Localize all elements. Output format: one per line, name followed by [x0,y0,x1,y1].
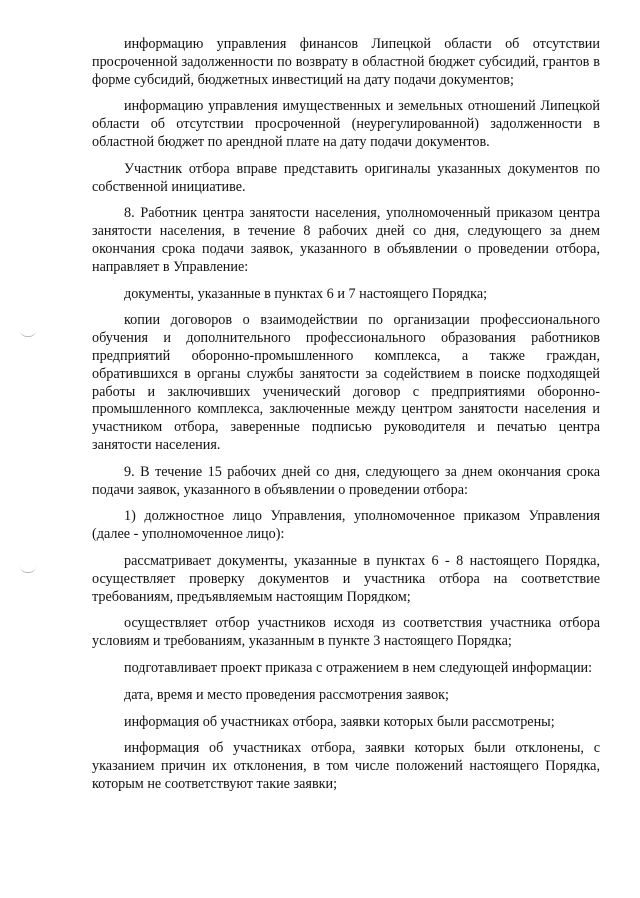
scan-mark [20,330,36,337]
paragraph-official: 1) должностное лицо Управления, уполномоченное приказом Управления (далее - уполномоченное лицо): [92,508,600,543]
paragraph-selection: осуществляет отбор участников исходя из соответствия участника отбора условиям и требованиям, указанным в пункте 3 настоящего Порядка; [92,615,600,650]
paragraph-debt-finance: информацию управления финансов Липецкой области об отсутствии просроченной задолженности по возврату в областной бюджет субсидий, грантов в форме субсидий, бюджетных инвестиций на дату подачи документов; [92,36,600,88]
paragraph-item-9: 9. В течение 15 рабочих дней со дня, следующего за днем окончания срока подачи заявок, указанного в объявлении о проведении отбора: [92,463,600,498]
paragraph-documents: документы, указанные в пунктах 6 и 7 настоящего Порядка; [124,285,488,302]
scan-mark [20,566,36,573]
paragraph-rejected: информация об участниках отбора, заявки которых были отклонены, с указанием причин их отклонения, в том числе положений настоящего Порядка, которым не соответствуют такие заявки; [92,740,600,792]
paragraph-reviewed: информация об участниках отбора, заявки которых были рассмотрены; [124,713,555,730]
paragraph-date-place: дата, время и место проведения рассмотрения заявок; [124,686,449,703]
paragraph-draft-order: подготавливает проект приказа с отражением в нем следующей информации: [124,659,593,676]
paragraph-item-8: 8. Работник центра занятости населения, уполномоченный приказом центра занятости населения, в течение 8 рабочих дней со дня, следующего за днем окончания срока подачи заявок, указанного в объявлении о проведении отбора, направляет в Управление: [92,205,600,275]
paragraph-review-documents: рассматривает документы, указанные в пунктах 6 - 8 настоящего Порядка, осуществляет проверку документов и участника отбора на соответствие требованиям, предъявляемым настоящим Порядком; [92,552,600,605]
paragraph-originals: Участник отбора вправе представить оригиналы указанных документов по собственной инициативе. [92,160,600,195]
paragraph-contract-copies: копии договоров о взаимодействии по организации профессионального обучения и дополнительного профессионального образования работников предприятий оборонно-промышленного комплекса, а также граждан, обратившихся в органы службы занятости за содействием в поиске подходящей работы и заключивших ученический договор с предприятиями оборонно-промышленного комплекса, заключенные между центром занятости населения и участником отбора, заверенные подписью руководителя и печатью центра занятости населения. [92,312,600,453]
document-body [92,36,600,803]
paragraph-debt-property: информацию управления имущественных и земельных отношений Липецкой области об отсутствии просроченной (неурегулированной) задолженности в областной бюджет по арендной плате на дату подачи документов. [92,98,600,150]
